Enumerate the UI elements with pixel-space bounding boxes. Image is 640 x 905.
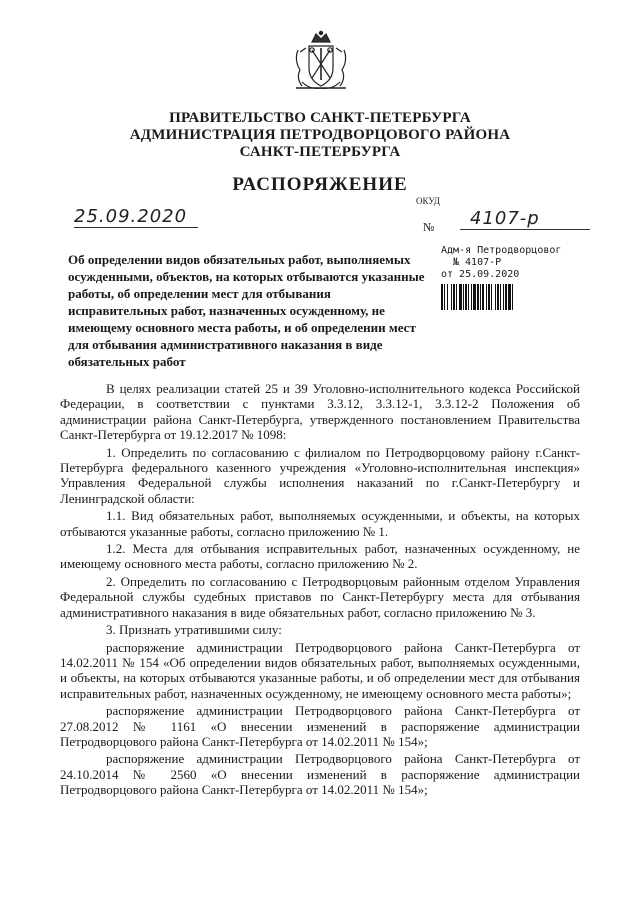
number-sign: № <box>423 220 435 234</box>
document-title: Об определении видов обязательных работ, выполняемых осужденными, объектов, на которых отбываются указанные работы, об определении мест для отбывания исправительных работ, назначенных осужденному, не имеющему основного места работы, и об определении мест для отбывания административного наказания в виде обязательных работ <box>68 252 425 369</box>
body-paragraph-item-1-2: 1.2. Места для отбывания исправительных работ, назначенных осужденному, не имеющему основного места работы, согласно приложению № 2. <box>60 541 580 572</box>
body-paragraph-preamble: В целях реализации статей 25 и 39 Уголовно-исполнительного кодекса Российской Федерации, в соответствии с пунктами 3.3.12, 3.3.12-1, 3.3.12-2 Положения об администрации района Санкт-Петербурга, утвержденного постановлением Правительства Санкт-Петербурга от 19.12.2017 № 1098: <box>60 381 580 443</box>
document-body <box>60 381 580 800</box>
body-paragraph-item-3: 3. Признать утратившими силу: <box>106 622 282 638</box>
body-paragraph-repeal-3: распоряжение администрации Петродворцового района Санкт-Петербурга от 24.10.2014 № 2560 «О внесении изменений в распоряжение администрации Петродворцового района Санкт-Петербурга от 14.02.2011 № 154»; <box>60 751 580 798</box>
coat-of-arms-icon <box>290 30 352 92</box>
stamp-line-org: Адм-я Петродворцовог <box>441 245 562 256</box>
okud-label: ОКУД <box>416 196 440 206</box>
stamp-line-date: от 25.09.2020 <box>441 269 520 280</box>
body-paragraph-item-1: 1. Определить по согласованию с филиалом по Петродворцовому району г.Санкт-Петербурга федерального казенного учреждения «Уголовно-исполнительная инспекция» Управления Федеральной службы исполнения наказаний по г.Санкт-Петербургу и Ленинградской области: <box>60 444 580 506</box>
org-name-line1: ПРАВИТЕЛЬСТВО САНКТ-ПЕТЕРБУРГА <box>169 110 471 126</box>
document-number-handwritten: 4107-р <box>460 208 590 230</box>
body-paragraph-item-2: 2. Определить по согласованию с Петродворцовым районным отделом Управления Федеральной службы судебных приставов по Санкт-Петербургу места для отбывания административного наказания в виде обязательных работ, согласно приложению № 3. <box>60 573 580 620</box>
org-name-line3: САНКТ-ПЕТЕРБУРГА <box>239 144 401 160</box>
org-name-line2: АДМИНИСТРАЦИЯ ПЕТРОДВОРЦОВОГО РАЙОНА <box>129 127 511 143</box>
body-paragraph-repeal-2: распоряжение администрации Петродворцового района Санкт-Петербурга от 27.08.2012 № 1161 «О внесении изменений в распоряжение администрации Петродворцового района Санкт-Петербурга от 14.02.2011 № 154»; <box>60 703 580 749</box>
body-paragraph-item-1-1: 1.1. Вид обязательных работ, выполняемых осужденными, и объекты, на которых отбываются указанные работы, согласно приложению № 1. <box>60 508 580 539</box>
barcode-icon <box>441 284 569 310</box>
registration-stamp <box>441 245 581 310</box>
body-paragraph-repeal-1: распоряжение администрации Петродворцового района Санкт-Петербурга от 14.02.2011 № 154 «Об определении видов обязательных работ, выполняемых осужденными, и объекты, на которых отбываются указанные работы, и об определении мест для отбывания исправительных работ, назначенных осужденному, не имеющему основного места работы»; <box>60 639 580 701</box>
document-type: РАСПОРЯЖЕНИЕ <box>232 174 408 195</box>
document-date-handwritten: 25.09.2020 <box>74 206 198 228</box>
stamp-line-number: № 4107-Р <box>453 257 502 268</box>
